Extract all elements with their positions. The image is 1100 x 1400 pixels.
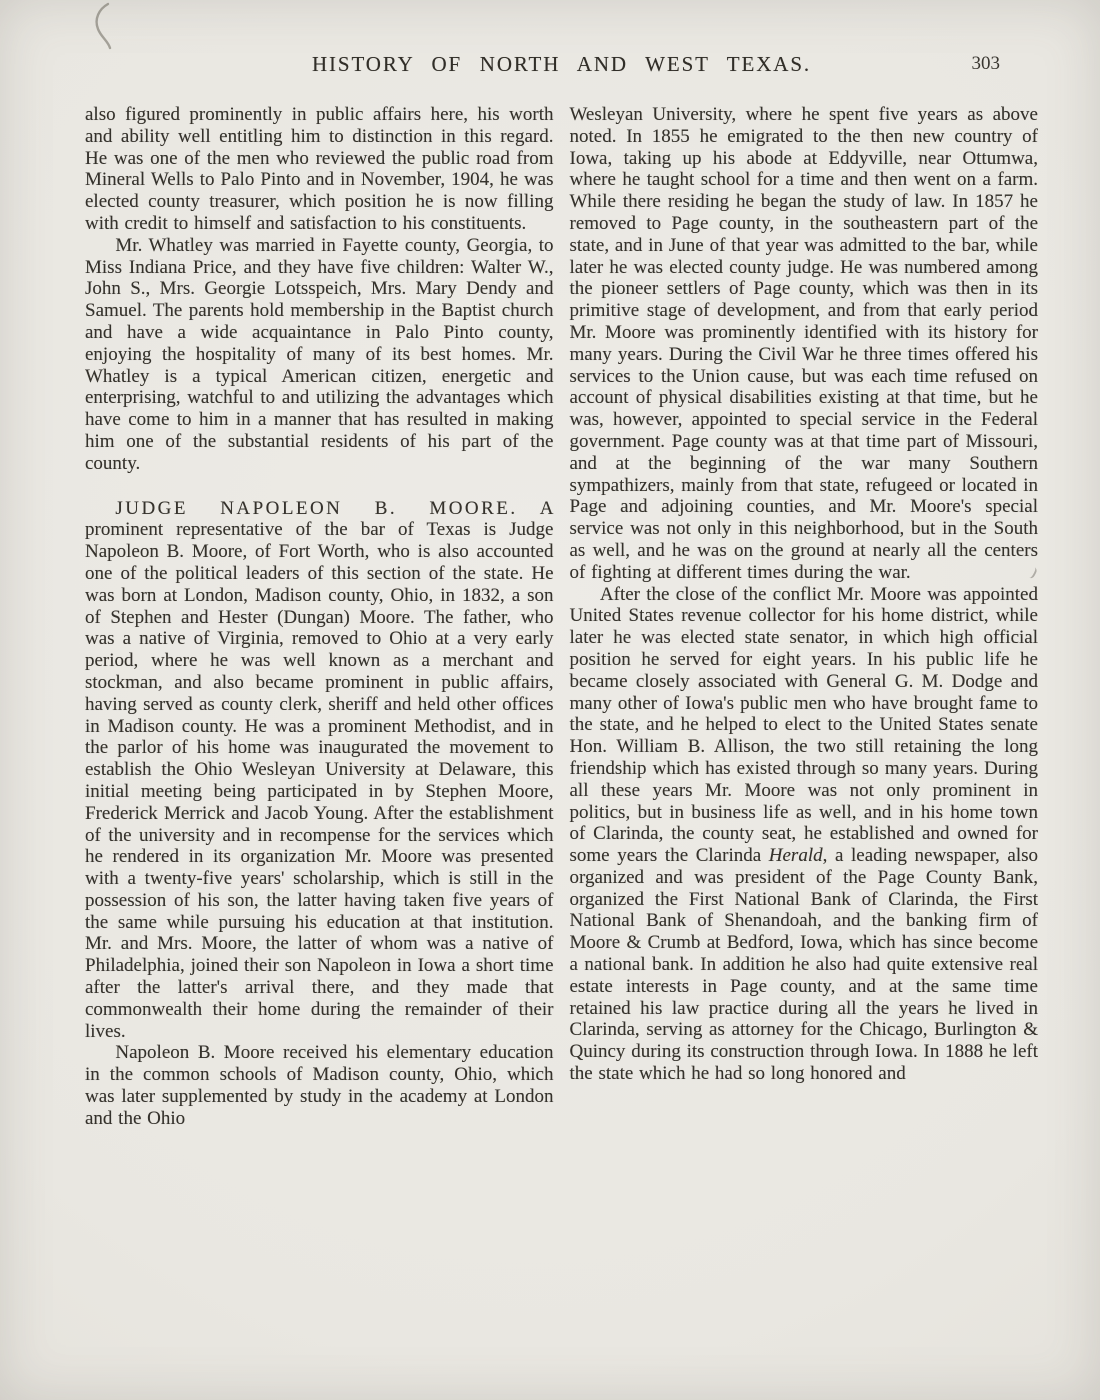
text-segment: After the close of the conflict Mr. Moore was appointed United States revenue collector for his home district, while later he was elected state senator, in which high official position he served for eight years. In his public life he became closely associated with General G. M. Dodge and many other of Iowa's public men who have brought fame to the state, and he helped to elect to the United States senate Hon. William B. Allison, the two still retaining the long friendship which has existed through so many years. During all these years Mr. Moore was not only prominent in politics, but in business life as well, and in his home town of Clarinda, the county seat, he established and owned for some years the Clarinda (569, 583, 1038, 867)
paragraph (85, 498, 554, 1043)
text-segment: Mr. Whatley was married in Fayette county, Georgia, to Miss Indiana Price, and they have five children: Walter W., John S., Mrs. Georgie Lotsspeich, Mrs. Mary Dendy and Samuel. The parents hold membership in the Baptist church and have a wide acquaintance in Palo Pinto county, enjoying the hospitality of many of its best homes. Mr. Whatley is a typical American citizen, energetic and enterprising, watchful to and utilizing the advantages which have come to him in a manner that has resulted in making him one of the substantial residents of his part of the county. (85, 234, 554, 474)
paragraph (85, 104, 554, 235)
page-title: HISTORY OF NORTH AND WEST TEXAS. (311, 52, 812, 76)
page-header (85, 52, 1038, 82)
paragraph (570, 584, 1039, 1085)
right-column (570, 104, 1039, 1130)
text-segment: Wesleyan University, where he spent five years as above noted. In 1855 he emigrated to the then new country of Iowa, taking up his abode at Eddyville, near Ottumwa, where he taught school for a time and then went on a farm. While there residing he began the study of law. In 1857 he removed to Page county, in the southeastern part of the state, and in June of that year was admitted to the bar, while later he was elected county judge. He was numbered among the pioneer settlers of Page county, which was then in its primitive stage of development, and from that early period Mr. Moore was prominently identified with its history for many years. During the Civil War he three times offered his services to the Union cause, but was each time refused on account of physical disabilities existing at that time, but he was, however, appointed to special service in the Federal government. Page county was at that time part of Missouri, and at the beginning of the war many Southern sympathizers, mainly from that state, refugeed or located in Page and adjoining counties, and Mr. Moore's special service was not only in this neighborhood, but in the South as well, and he was on the ground at nearly all the centers of fighting at different times during the war. (569, 104, 1038, 583)
paragraph (85, 235, 554, 475)
text-segment: A prominent representative of the bar of Texas is Judge Napoleon B. Moore, of Fort Worth, who is also accounted one of the political leaders of this section of the state. He was born at London, Madison county, Ohio, in 1832, a son of Stephen and Hester (Dungan) Moore. The father, who was a native of Virginia, removed to Ohio at a very early period, where he was well known as a merchant and stockman, and also became prominent in public affairs, having served as county clerk, sheriff and held other offices in Madison county. He was a prominent Methodist, and in the parlor of his home was inaugurated the movement to establish the Ohio Wesleyan University at Delaware, this initial meeting being participated in by Stephen Moore, Frederick Merrick and Jacob Young. After the establishment of the university and in recompense for the services which he rendered in its organization Mr. Moore was presented with a twenty-five years' scholarship, which is still in the possession of his son, the latter having taken five years of the same while pursuing his education at that institution. Mr. and Mrs. Moore, the latter of whom was a native of Philadelphia, joined their son Napoleon in Iowa a short time after the latter's arrival there, and they made that commonwealth their home during the remainder of their lives. (85, 497, 554, 1042)
text-segment: Herald (768, 845, 823, 867)
text-segment: Napoleon B. Moore received his elementary education in the common schools of Madison county, Ohio, which was later supplemented by study in the academy at London and the Ohio (85, 1042, 554, 1129)
left-column (85, 104, 554, 1130)
text-columns (85, 104, 1038, 1130)
text-segment: , a leading newspaper, also organized and was president of the Page County Bank, organized the First National Bank of Clarinda, the First National Bank of Shenandoah, and the banking firm of Moore & Crumb at Bedford, Iowa, which has since become a national bank. In addition he also had quite extensive real estate interests in Page county, and at the same time retained his law practice during all the years he lived in Clarinda, serving as attorney for the Chicago, Burlington & Quincy during its construction through Iowa. In 1888 he left the state which he had so long honored and (569, 845, 1038, 1085)
text-segment: also figured prominently in public affairs here, his worth and ability well entitling him to distinction in this regard. He was one of the men who reviewed the public road from Mineral Wells to Palo Pinto and in November, 1904, he was elected county treasurer, which position he is now filling with credit to himself and satisfaction to his constituents. (85, 104, 554, 234)
paragraph (570, 104, 1039, 584)
pen-stroke-mark (86, 2, 120, 52)
page-number: 303 (971, 53, 1000, 74)
paragraph (85, 1042, 554, 1129)
section-heading: JUDGE NAPOLEON B. MOORE. (115, 497, 518, 519)
